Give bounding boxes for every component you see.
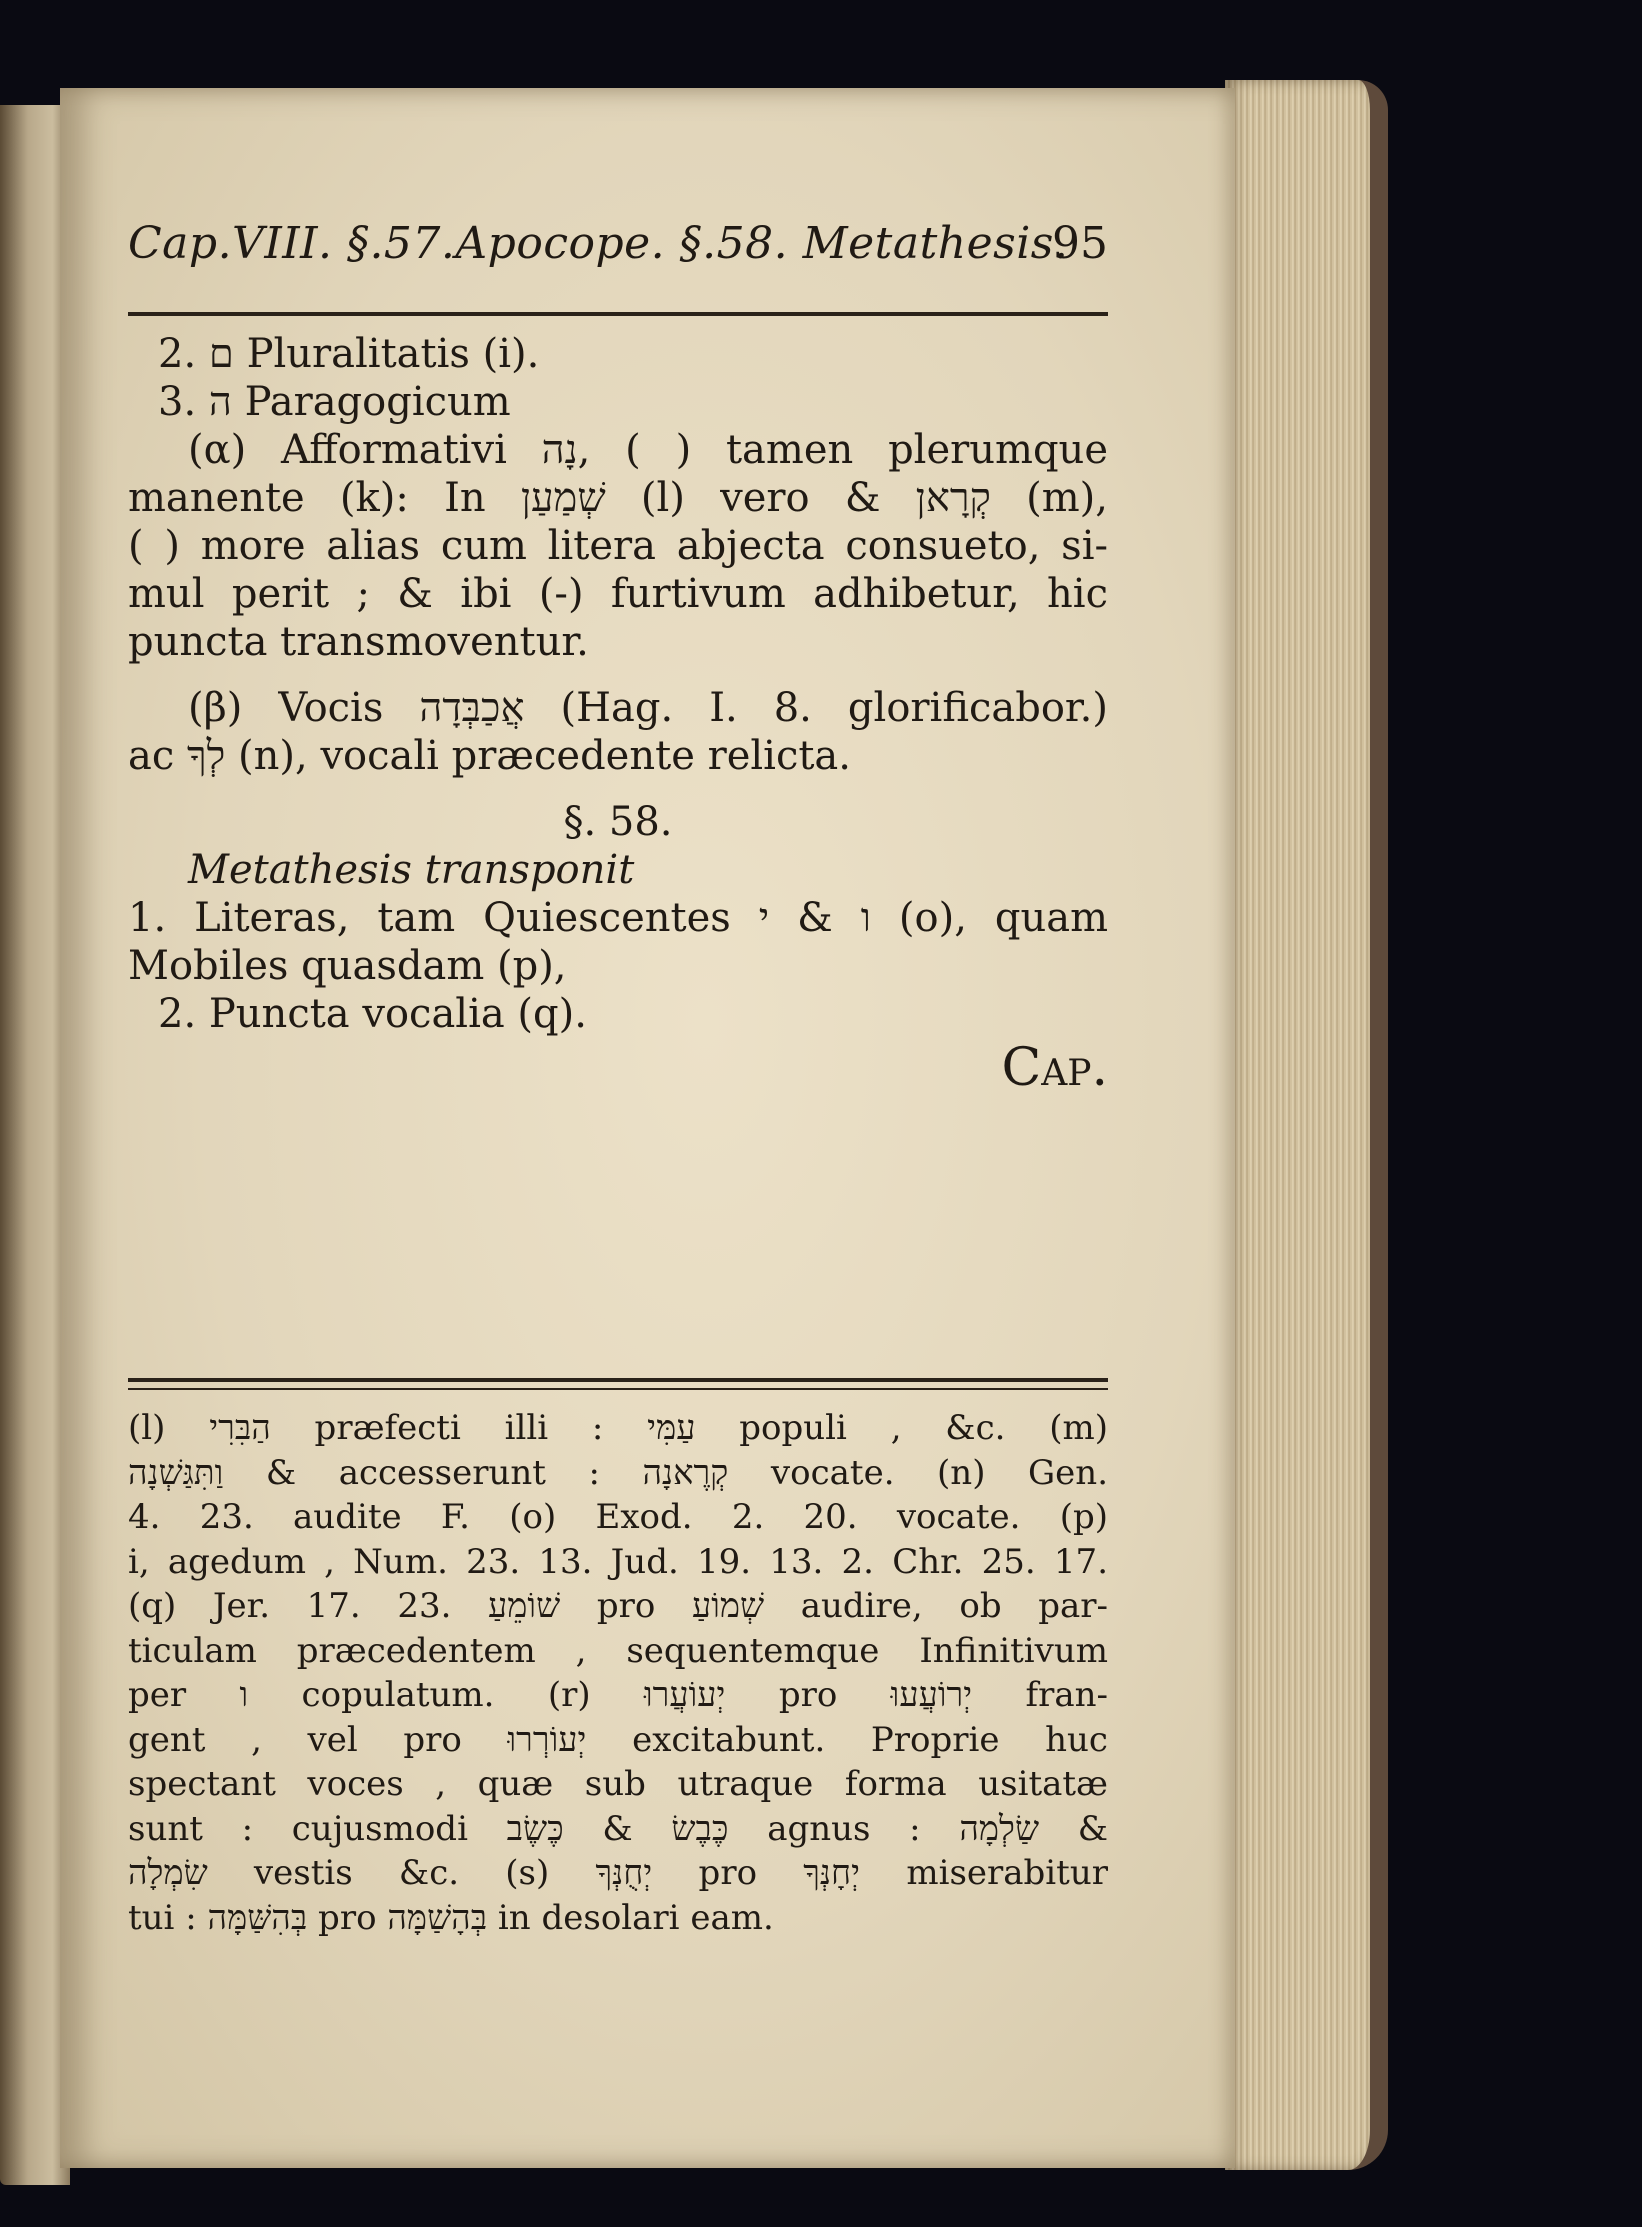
footnote-line: שִׂמְלָה vestis &c. (s) יְחֻנְּךָ pro יְחָנְּךָ miserabitur — [128, 1853, 1108, 1893]
footnote-line: spectant voces , quæ sub utraque forma usitatæ — [128, 1764, 1108, 1804]
footnote-rule — [128, 1378, 1108, 1390]
footnotes — [128, 1406, 1108, 1940]
text-line: mul perit ; & ibi (-) furtivum adhibetur, hic — [128, 571, 1108, 617]
text-line: 3. ה Paragogicum — [158, 379, 511, 425]
footnote-line: (q) Jer. 17. 23. שׁוֹמֵעַ pro שְׁמוֹעַ audire, ob par- — [128, 1586, 1109, 1626]
footnote-line: tui : בְּהִשַּׁמָּה pro בְּהָשַׁמָּה in desolari eam. — [128, 1897, 774, 1938]
book-page-edges — [1225, 80, 1388, 2170]
text-line: (α) Afformativi נָה, ( ) tamen plerumque — [188, 427, 1108, 473]
page-text-block — [128, 218, 1109, 1938]
running-head: Cap.VIII. §.57.Apocope. §.58. Metathesis. — [128, 218, 1069, 269]
footnote-line: (l) הַבִּרִי præfecti illi : עַמִּי populi , &c. (m) — [128, 1408, 1108, 1448]
footnote-line: ticulam præcedentem , sequentemque Infinitivum — [128, 1630, 1108, 1671]
text-line: Metathesis transponit — [188, 847, 635, 893]
catchword: Cap. — [1001, 1038, 1108, 1098]
footnote-line: וַתִּגַּשְׁנָה & accesserunt : קְרֶאנָה vocate. (n) Gen. — [128, 1452, 1109, 1493]
footnote-line: gent , vel pro יְעוֹרְרוּ excitabunt. Proprie huc — [128, 1719, 1108, 1760]
text-line: Mobiles quasdam (p), — [128, 943, 567, 989]
footnote-line: per ו copulatum. (r) יְעוֹעֲרוּ pro יְרוֹעֲעוּ fran- — [128, 1675, 1108, 1715]
text-line: 2. Puncta vocalia (q). — [158, 991, 587, 1037]
text-line: puncta transmoventur. — [128, 619, 589, 665]
page-number: 95 — [1052, 218, 1108, 269]
footnote-line: sunt : cujusmodi כֶּבֶשׂ & כֶּשֶׂב agnus : שַׂלְמָה & — [128, 1808, 1108, 1849]
footnote-line: i, agedum , Num. 23. 13. Jud. 19. 13. 2. Chr. 25. 17. — [128, 1541, 1108, 1582]
text-line: 1. Literas, tam Quiescentes ו & י (o), quam — [128, 895, 1108, 941]
text-line: 2. ם Pluralitatis (i). — [158, 331, 540, 377]
text-line: manente (k): In שְׁמַעַן (l) vero & קְרָאן (m), — [128, 475, 1108, 521]
text-line: (β) Vocis אֲכַבְּדָה (Hag. I. 8. glorificabor.) — [188, 685, 1108, 731]
text-line: ( ) more alias cum litera abjecta consueto, si- — [128, 523, 1108, 569]
paragraph-gap — [128, 666, 1108, 684]
text-line: §. 58. — [563, 799, 673, 845]
header-rule — [128, 312, 1108, 316]
page-header — [128, 218, 1108, 298]
text-line: ac לְךָ (n), vocali præcedente relicta. — [128, 733, 851, 779]
book-page — [60, 88, 1235, 2168]
footnote-line: 4. 23. audite F. (o) Exod. 2. 20. vocate. (p) — [128, 1497, 1108, 1537]
main-text — [128, 330, 1108, 1098]
paragraph-gap — [128, 780, 1108, 798]
